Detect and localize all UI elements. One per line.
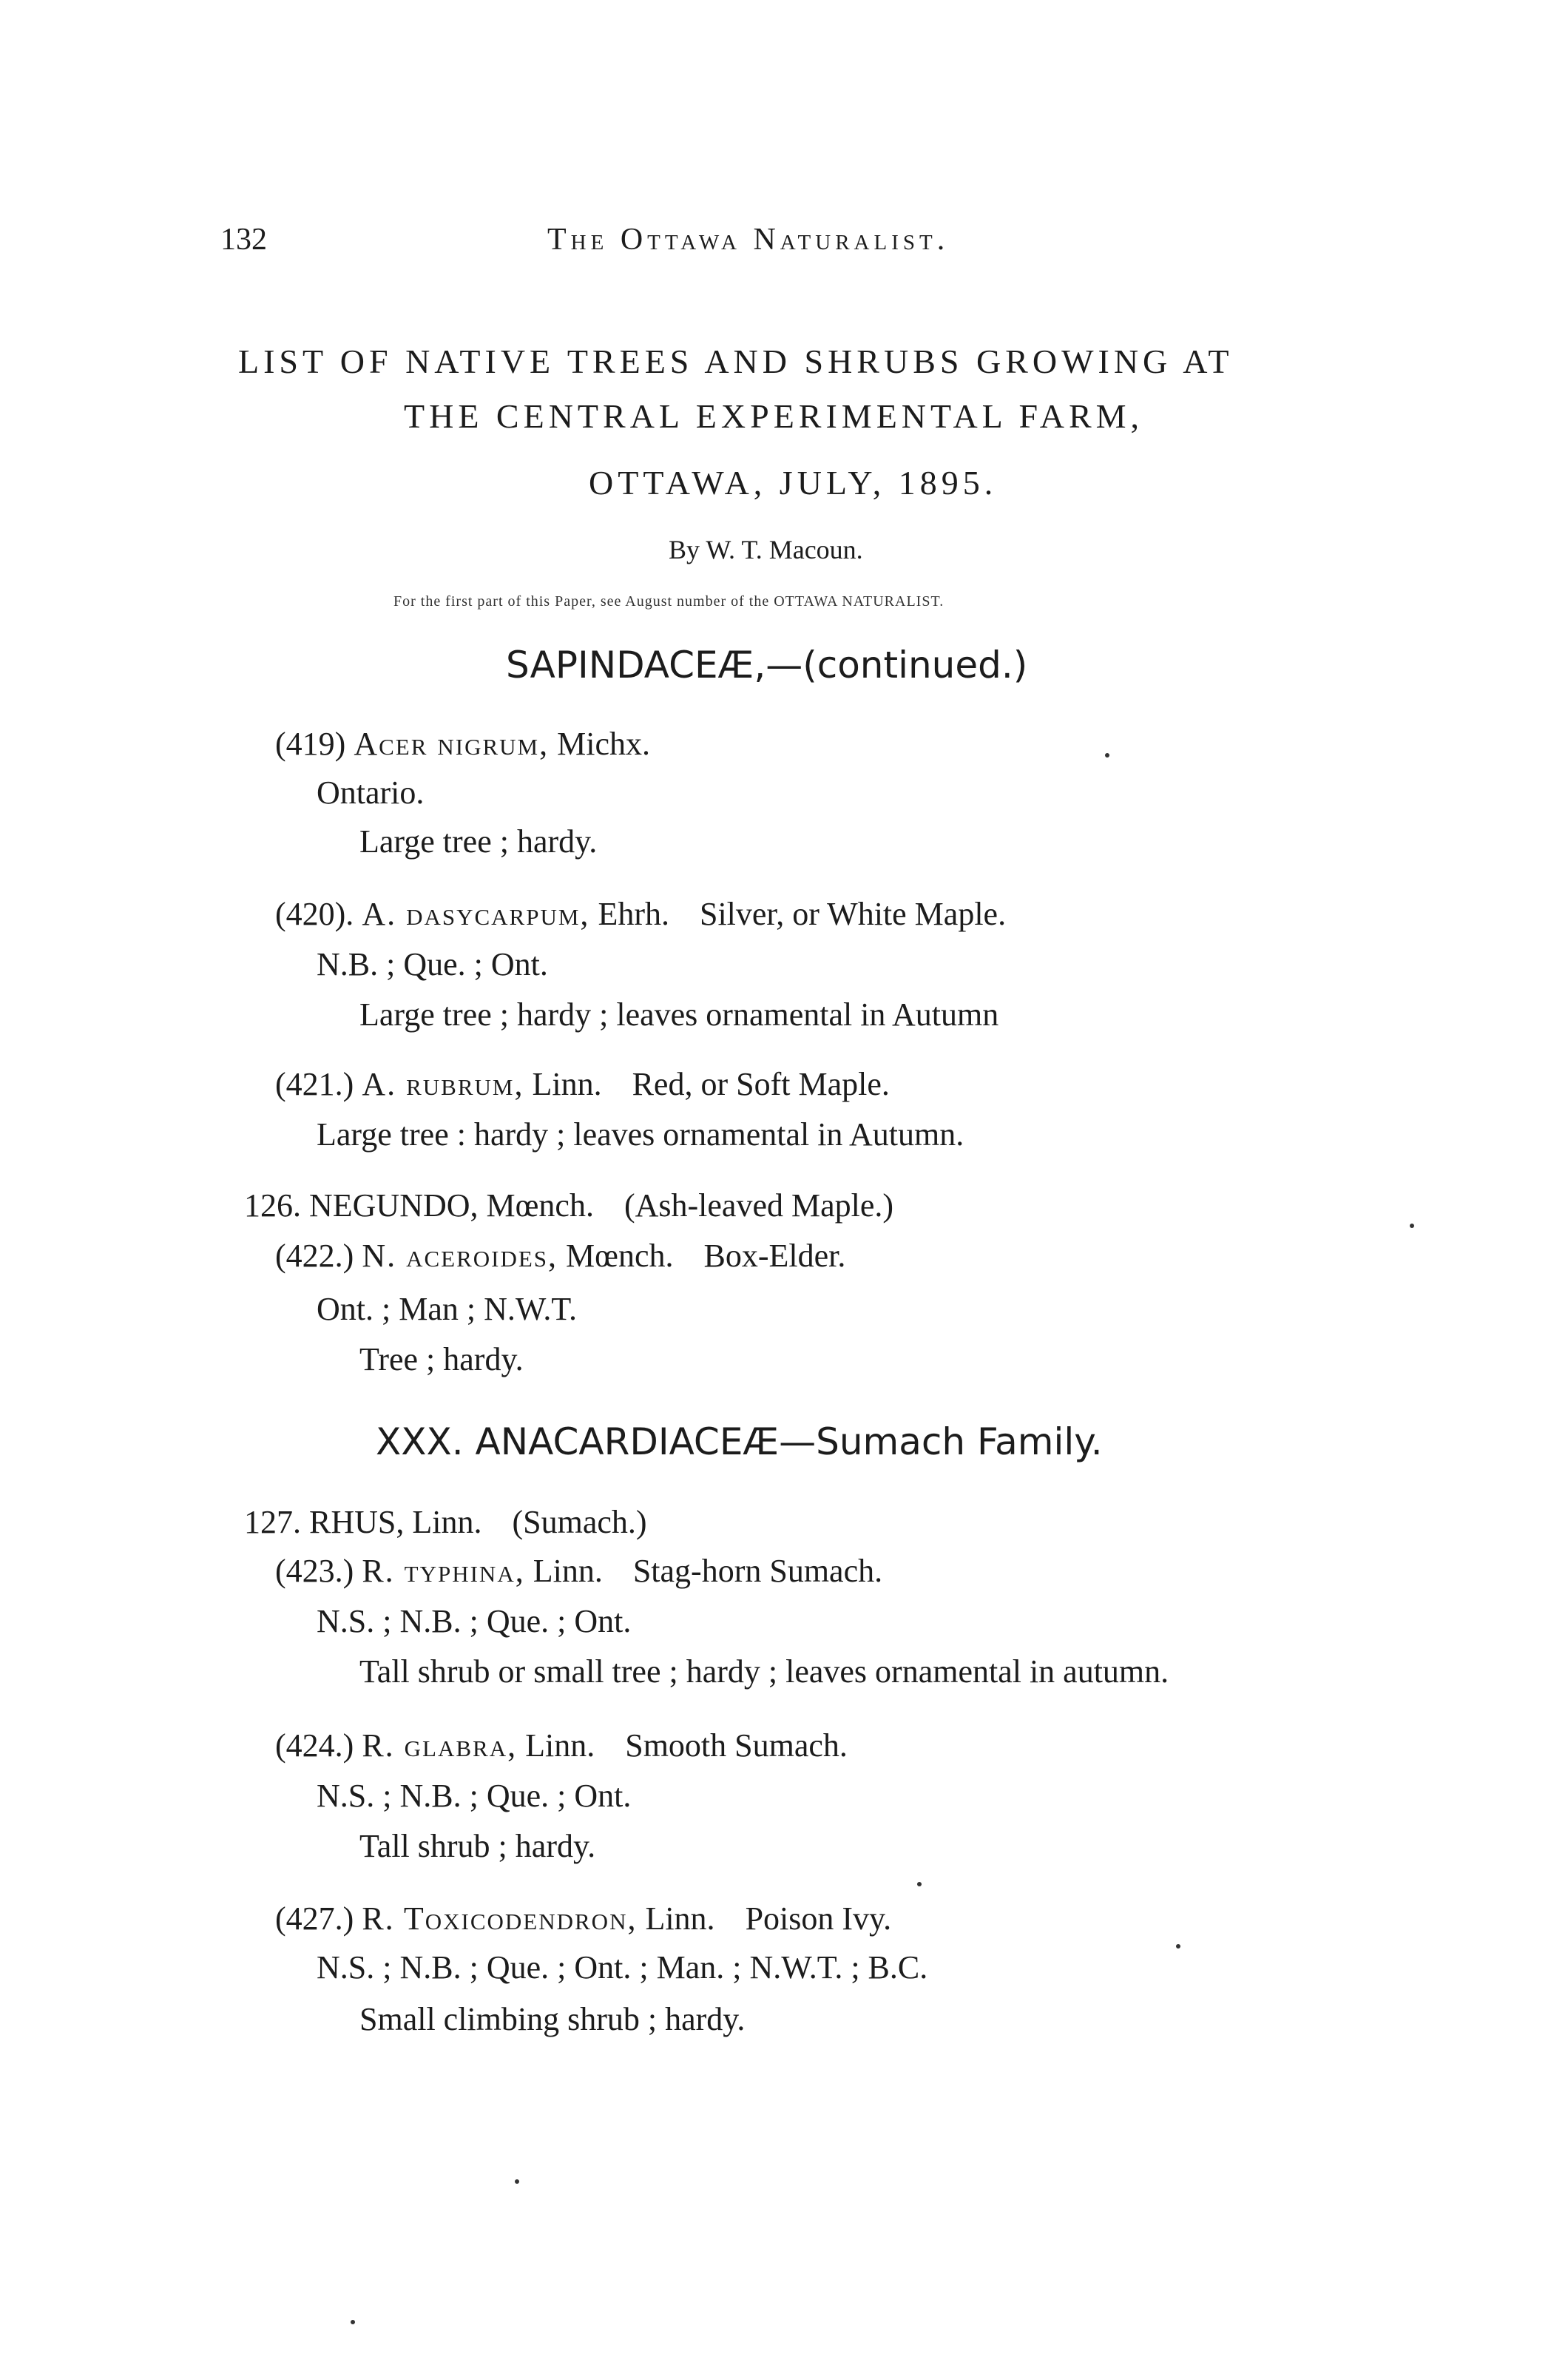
article-title-line-1: LIST OF NATIVE TREES AND SHRUBS GROWING AT [238, 343, 1234, 380]
species-range: N.S. ; N.B. ; Que. ; Ont. [317, 1603, 632, 1639]
scan-speck [1410, 1224, 1414, 1228]
common-name: Silver, or White Maple. [699, 896, 1007, 932]
species-notes: Tall shrub ; hardy. [359, 1828, 596, 1864]
entry-number: (421.) [275, 1066, 354, 1102]
entry-number: (427.) [275, 1900, 354, 1937]
entry-number: (423.) [275, 1553, 354, 1589]
footnote: For the first part of this Paper, see August number of the OTTAWA NATURALIST. [393, 593, 944, 610]
species-name: Acer nigrum, [354, 726, 550, 762]
common-name: (Sumach.) [512, 1504, 647, 1540]
genus-name: RHUS, [309, 1504, 405, 1540]
scan-speck [1105, 753, 1109, 758]
species-authority: Linn. [532, 1066, 602, 1102]
species-notes: Large tree ; hardy. [359, 823, 598, 860]
species-entry-427 [275, 1900, 891, 1937]
common-name: Red, or Soft Maple. [632, 1066, 890, 1102]
scan-speck [917, 1882, 922, 1886]
section-heading-anacardiaceae: XXX. ANACARDIACEÆ—Sumach Family. [376, 1420, 1103, 1463]
common-name: Poison Ivy. [745, 1900, 892, 1937]
common-name: Stag-horn Sumach. [632, 1553, 883, 1589]
article-title-line-3: OTTAWA, JULY, 1895. [589, 464, 998, 502]
genus-number: 126. [244, 1187, 301, 1224]
species-entry-419 [275, 725, 650, 763]
byline: By W. T. Macoun. [669, 535, 863, 564]
species-authority: Linn. [533, 1553, 603, 1589]
species-entry-422 [275, 1237, 845, 1275]
common-name: (Ash-leaved Maple.) [624, 1187, 894, 1224]
entry-number: (420). [275, 896, 354, 932]
species-authority: Linn. [525, 1727, 595, 1764]
species-entry-421 [275, 1065, 890, 1103]
journal-title: The Ottawa Naturalist. [547, 223, 950, 257]
species-notes: Small climbing shrub ; hardy. [359, 2001, 746, 2037]
page-number: 132 [220, 223, 267, 257]
species-authority: Ehrh. [598, 896, 669, 932]
genus-entry-126 [244, 1187, 893, 1224]
species-entry-423 [275, 1552, 882, 1590]
species-range: Ontario. [317, 775, 425, 811]
species-notes: Large tree : hardy ; leaves ornamental in Autumn. [317, 1116, 964, 1153]
species-range: Ont. ; Man ; N.W.T. [317, 1291, 577, 1327]
species-range: N.B. ; Que. ; Ont. [317, 946, 548, 982]
entry-number: (419) [275, 726, 346, 762]
genus-authority: Linn. [412, 1504, 482, 1540]
species-name: R. Toxicodendron, [362, 1900, 638, 1937]
genus-entry-127 [244, 1503, 647, 1541]
genus-name: NEGUNDO, [309, 1187, 479, 1224]
genus-authority: Mœnch. [486, 1187, 594, 1224]
species-entry-420 [275, 895, 1006, 933]
scan-speck [515, 2179, 519, 2184]
species-name: A. dasycarpum, [362, 896, 590, 932]
article-title-line-2: THE CENTRAL EXPERIMENTAL FARM, [404, 397, 1144, 435]
species-notes: Large tree ; hardy ; leaves ornamental in Autumn [359, 996, 999, 1033]
species-range: N.S. ; N.B. ; Que. ; Ont. ; Man. ; N.W.T. ; B.C. [317, 1949, 928, 1986]
species-entry-424 [275, 1727, 848, 1764]
species-notes: Tree ; hardy. [359, 1341, 524, 1377]
section-heading-sapindaceae: SAPINDACEÆ,—(continued.) [506, 644, 1028, 686]
species-name: N. aceroides, [362, 1238, 558, 1274]
species-notes: Tall shrub or small tree ; hardy ; leaves ornamental in autumn. [359, 1653, 1169, 1690]
common-name: Smooth Sumach. [625, 1727, 848, 1764]
species-range: N.S. ; N.B. ; Que. ; Ont. [317, 1778, 632, 1814]
species-name: R. glabra, [362, 1727, 518, 1764]
species-authority: Michx. [557, 726, 650, 762]
species-name: R. typhina, [362, 1553, 525, 1589]
species-name: A. rubrum, [362, 1066, 524, 1102]
entry-number: (422.) [275, 1238, 354, 1274]
species-authority: Mœnch. [566, 1238, 674, 1274]
common-name: Box-Elder. [703, 1238, 846, 1274]
genus-number: 127. [244, 1504, 301, 1540]
scan-speck [1176, 1944, 1180, 1949]
species-authority: Linn. [645, 1900, 715, 1937]
scan-speck [351, 2320, 355, 2324]
entry-number: (424.) [275, 1727, 354, 1764]
